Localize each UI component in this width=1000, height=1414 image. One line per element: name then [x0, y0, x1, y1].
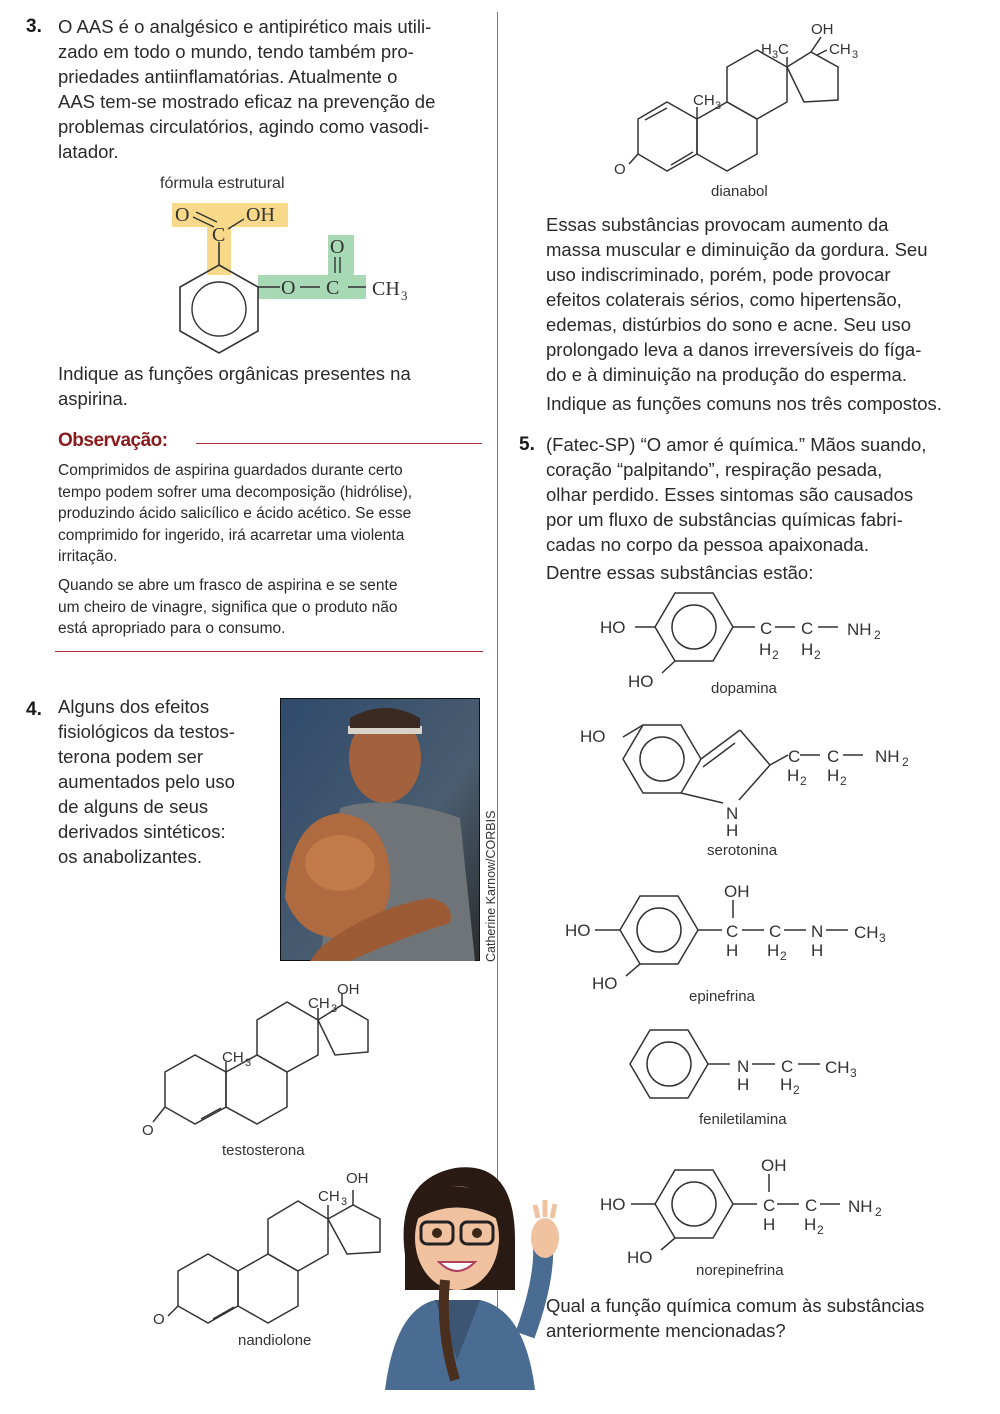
obs-line: irritação.	[58, 548, 118, 565]
q4-line: fisiológicos da testos-	[58, 721, 235, 742]
nandiolone-sub: 3	[341, 1196, 348, 1208]
carboxyl-c: C	[212, 224, 226, 246]
epinefrina-caption: epinefrina	[689, 988, 755, 1005]
serotonina-h2a-sub: 2	[800, 774, 807, 788]
obs-line: um cheiro de vinagre, significa que o produto não	[58, 598, 398, 616]
dianabol-h3c-sub: 3	[772, 49, 779, 61]
epinefrina-ch3-sub: 3	[879, 931, 886, 945]
feniletilamina-c: C	[781, 1057, 794, 1076]
serotonina-nh: NH	[875, 747, 900, 766]
observacao-title: Observação:	[58, 430, 168, 451]
feniletilamina-caption: feniletilamina	[699, 1111, 787, 1128]
dopamina-caption: dopamina	[711, 680, 777, 697]
q5-line: olhar perdido. Esses sintomas são causados	[546, 484, 914, 505]
q5-question-line: Qual a função química comum às substâncias	[546, 1295, 925, 1316]
dopamina-nh-sub: 2	[874, 628, 881, 642]
question-4-text	[58, 694, 257, 869]
serotonina-caption: serotonina	[707, 842, 778, 859]
testosterona-ch3-a: CH	[222, 1049, 244, 1066]
dianabol-h3c-c: C	[778, 41, 789, 58]
serotonina-c2: C	[827, 747, 840, 766]
q4-cont-line: prolongado leva a danos irreversíveis do fíga-	[546, 339, 922, 360]
norepinefrina-oh: OH	[761, 1156, 787, 1175]
carboxyl-o: O	[175, 204, 190, 226]
dianabol-h3c-h: H	[761, 41, 772, 58]
epinefrina-ch3: CH	[854, 923, 879, 942]
dianabol-ch3-a: CH	[693, 92, 715, 109]
question-3-text	[58, 14, 482, 164]
epinefrina-ho-1: HO	[565, 921, 591, 940]
q4-cont-line: edemas, distúrbios do sono e acne. Seu uso	[546, 314, 912, 335]
observacao-title-rule	[196, 443, 482, 444]
serotonina-h: H	[726, 821, 739, 840]
photo-credit: Catherine Karnow/CORBIS	[484, 810, 498, 962]
dopamina-h2a-sub: 2	[772, 648, 779, 662]
feniletilamina-h2: H	[780, 1075, 793, 1094]
q3-line: latador.	[58, 141, 119, 162]
q4-line: Alguns dos efeitos	[58, 696, 210, 717]
observacao-bottom-rule	[55, 651, 483, 652]
epinefrina-structure	[562, 878, 907, 1003]
serotonina-ho: HO	[580, 727, 606, 746]
ester-o-double: O	[330, 236, 345, 258]
column-divider	[497, 12, 498, 1352]
q4-cont-line: do e à diminuição na produção do esperma.	[546, 364, 907, 385]
q4-cont-line: uso indiscriminado, porém, pode provocar	[546, 264, 891, 285]
norepinefrina-h2-sub: 2	[817, 1223, 824, 1237]
bodybuilder-photo	[280, 698, 480, 961]
q4-line: os anabolizantes.	[58, 846, 202, 867]
formula-caption: fórmula estrutural	[160, 175, 285, 192]
dianabol-sub-a: 3	[715, 100, 722, 112]
epinefrina-h2: H	[767, 941, 780, 960]
dianabol-sub-b: 3	[852, 49, 859, 61]
q4-line: aumentados pelo uso	[58, 771, 235, 792]
feniletilamina-h2-sub: 2	[793, 1083, 800, 1097]
feniletilamina-ch3: CH	[825, 1058, 850, 1077]
norepinefrina-h: H	[763, 1215, 776, 1234]
dopamina-h2a: H	[759, 640, 772, 659]
epinefrina-c1: C	[726, 922, 739, 941]
norepinefrina-structure	[595, 1150, 895, 1270]
dopamina-nh: NH	[847, 620, 872, 639]
serotonina-nh-sub: 2	[902, 755, 909, 769]
q3-question-line: Indique as funções orgânicas presentes na	[58, 363, 411, 384]
dianabol-ch3-b: CH	[829, 41, 851, 58]
norepinefrina-c1: C	[763, 1196, 776, 1215]
question-3-prompt	[58, 361, 482, 411]
obs-line: comprimido for ingerido, irá acarretar uma violenta	[58, 526, 405, 544]
ester-ch3-sub: 3	[401, 288, 408, 303]
aspirin-structure	[160, 195, 460, 370]
epinefrina-ho-2: HO	[592, 974, 618, 993]
observacao-paragraph-1	[58, 460, 482, 568]
obs-line: tempo podem sofrer uma decomposição (hidrólise),	[58, 483, 413, 501]
q3-line: AAS tem-se mostrado eficaz na prevenção de	[58, 91, 436, 112]
question-5-prompt	[546, 1293, 976, 1343]
dopamina-c2: C	[801, 619, 814, 638]
ester-c: C	[326, 277, 340, 299]
nandiolone-ch3: CH	[318, 1188, 340, 1205]
obs-line: está apropriado para o consumo.	[58, 620, 286, 637]
q3-line: priedades antiinflamatórias. Atualmente o	[58, 66, 398, 87]
epinefrina-h: H	[726, 941, 739, 960]
norepinefrina-nh: NH	[848, 1197, 873, 1216]
question-4-continuation	[546, 212, 970, 387]
serotonina-h2b: H	[827, 766, 840, 785]
q3-line: problemas circulatórios, agindo como vasodi-	[58, 116, 430, 137]
testosterona-ch3-b: CH	[308, 995, 330, 1012]
teacher-avatar	[375, 1160, 575, 1390]
q4-line: terona podem ser	[58, 746, 204, 767]
question-5-text	[546, 432, 970, 557]
epinefrina-n: N	[811, 922, 824, 941]
testosterona-caption: testosterona	[222, 1142, 305, 1159]
ester-o: O	[281, 277, 296, 299]
nandiolone-oh: OH	[346, 1170, 369, 1187]
dianabol-o: O	[614, 161, 626, 178]
testosterona-o: O	[142, 1122, 154, 1139]
dopamina-ho-1: HO	[600, 618, 626, 637]
question-4-number: 4.	[26, 699, 42, 720]
feniletilamina-n: N	[737, 1057, 750, 1076]
feniletilamina-structure	[620, 1025, 880, 1110]
q4-cont-line: massa muscular e diminuição da gordura. Seu	[546, 239, 928, 260]
q3-question-line: aspirina.	[58, 388, 128, 409]
epinefrina-nh: H	[811, 941, 824, 960]
serotonina-n: N	[726, 804, 739, 823]
obs-line: Quando se abre um frasco de aspirina e se sente	[58, 577, 398, 594]
q4-line: derivados sintéticos:	[58, 821, 226, 842]
nandiolone-o: O	[153, 1311, 165, 1328]
question-5-intro: Dentre essas substâncias estão:	[546, 562, 814, 583]
epinefrina-c2: C	[769, 922, 782, 941]
dianabol-oh: OH	[811, 21, 834, 38]
q5-line: coração “palpitando”, respiração pesada,	[546, 459, 883, 480]
obs-line: Comprimidos de aspirina guardados durante certo	[58, 462, 403, 479]
carboxyl-oh: OH	[246, 204, 275, 226]
norepinefrina-caption: norepinefrina	[696, 1262, 784, 1279]
q5-question-line: anteriormente mencionadas?	[546, 1320, 786, 1341]
dianabol-structure	[605, 12, 875, 187]
dianabol-caption: dianabol	[711, 183, 768, 200]
feniletilamina-ch3-sub: 3	[850, 1066, 857, 1080]
q5-line: por um fluxo de substâncias químicas fabri-	[546, 509, 903, 530]
serotonina-h2b-sub: 2	[840, 774, 847, 788]
norepinefrina-nh-sub: 2	[875, 1205, 882, 1219]
norepinefrina-h2: H	[804, 1215, 817, 1234]
serotonina-structure	[575, 715, 920, 845]
serotonina-c1: C	[788, 747, 801, 766]
question-5-number: 5.	[519, 434, 535, 455]
q4-line: de alguns de seus	[58, 796, 209, 817]
q3-line: O AAS é o analgésico e antipirético mais utili-	[58, 16, 432, 37]
q5-line: (Fatec-SP) “O amor é química.” Mãos suando,	[546, 434, 927, 455]
dopamina-h2b-sub: 2	[814, 648, 821, 662]
epinefrina-h2-sub: 2	[780, 949, 787, 963]
question-4-prompt: Indique as funções comuns nos três compostos.	[546, 393, 942, 414]
question-3-number: 3.	[26, 16, 42, 37]
feniletilamina-h: H	[737, 1075, 750, 1094]
q3-line: zado em todo o mundo, tendo também pro-	[58, 41, 414, 62]
testosterona-sub-a: 3	[245, 1057, 252, 1069]
nandiolone-caption: nandiolone	[238, 1332, 312, 1349]
norepinefrina-ho-2: HO	[627, 1248, 653, 1267]
ester-ch3: CH	[372, 278, 400, 300]
dopamina-h2b: H	[801, 640, 814, 659]
testosterona-structure	[135, 978, 395, 1163]
q4-cont-line: Essas substâncias provocam aumento da	[546, 214, 889, 235]
serotonina-h2a: H	[787, 766, 800, 785]
epinefrina-oh: OH	[724, 882, 750, 901]
nandiolone-structure	[150, 1163, 410, 1333]
q4-cont-line: efeitos colaterais sérios, como hipertensão,	[546, 289, 902, 310]
norepinefrina-c2: C	[805, 1196, 818, 1215]
dopamina-ho-2: HO	[628, 672, 654, 691]
q5-line: cadas no corpo da pessoa apaixonada.	[546, 534, 869, 555]
testosterona-oh: OH	[337, 981, 360, 998]
norepinefrina-ho-1: HO	[600, 1195, 626, 1214]
obs-line: produzindo ácido salicílico e ácido acético. Se esse	[58, 505, 412, 522]
testosterona-sub-b: 3	[331, 1003, 338, 1015]
observacao-paragraph-2	[58, 575, 482, 640]
dopamina-c1: C	[760, 619, 773, 638]
